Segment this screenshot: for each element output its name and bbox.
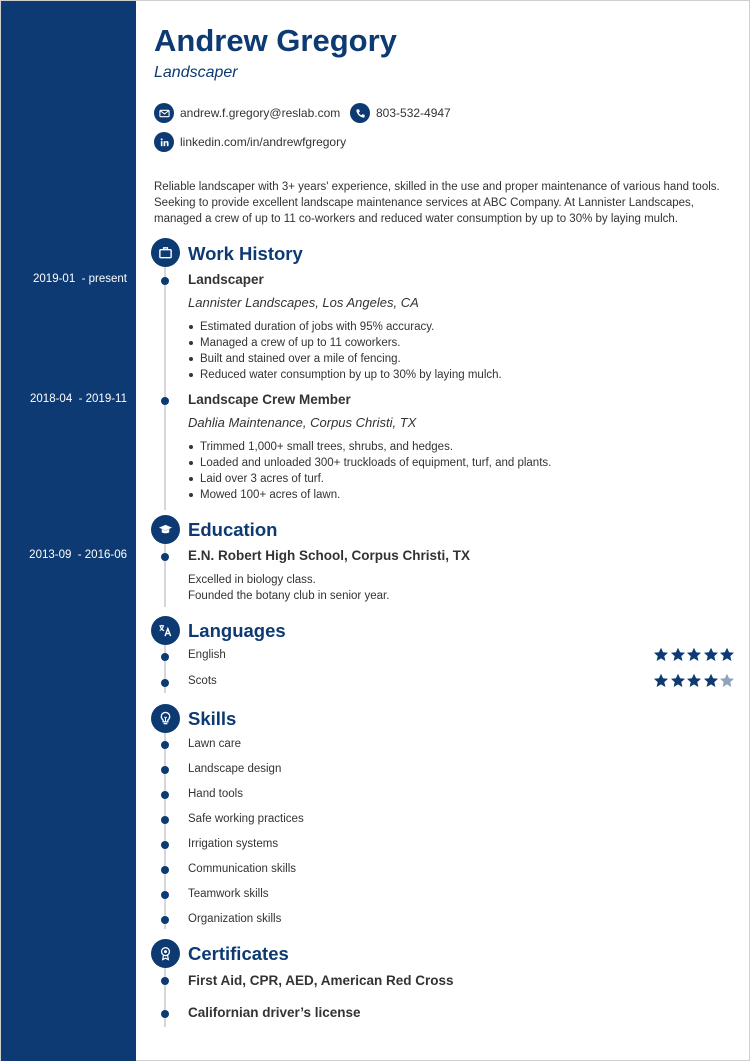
certificates-timeline: [164, 967, 166, 1027]
candidate-name: Andrew Gregory: [154, 23, 397, 58]
skill-item: Irrigation systems: [188, 838, 279, 850]
timeline-dot: [161, 741, 169, 749]
star-filled-icon: [670, 647, 686, 662]
star-filled-icon: [703, 647, 719, 662]
job-2-dates: 2018-04 - 2019-11: [30, 393, 127, 405]
linkedin-text[interactable]: linkedin.com/in/andrewfgregory: [180, 135, 347, 149]
lightbulb-icon: [151, 704, 180, 733]
star-filled-icon: [686, 673, 702, 688]
star-filled-icon: [686, 647, 702, 662]
list-item: Laid over 3 acres of turf.: [188, 471, 551, 487]
job-2-company: Dahlia Maintenance, Corpus Christi, TX: [188, 415, 417, 430]
star-filled-icon: [703, 673, 719, 688]
job-2-bullets: [188, 439, 551, 503]
phone-contact[interactable]: [350, 103, 451, 123]
education-line: Founded the botany club in senior year.: [188, 590, 390, 602]
profile-summary: Reliable landscaper with 3+ years' experience, skilled in the use and proper maintenance of various hand tools. Seeking to provide excellent landscape maintenance services at ABC Company. At Lannister Landscapes, managed a crew of up to 11 co-workers and reduced water consumption by up to 30% by laying mulch.: [154, 181, 720, 225]
list-item: Trimmed 1,000+ small trees, shrubs, and hedges.: [188, 439, 551, 455]
list-item: Estimated duration of jobs with 95% accuracy.: [188, 319, 502, 335]
certificates-heading: Certificates: [188, 943, 289, 964]
timeline-dot: [161, 891, 169, 899]
timeline-dot: [161, 766, 169, 774]
education-dates: 2013-09 - 2016-06: [29, 549, 127, 561]
briefcase-icon: [151, 238, 180, 267]
list-item: Loaded and unloaded 300+ truckloads of equipment, turf, and plants.: [188, 455, 551, 471]
candidate-title: Landscaper: [154, 64, 238, 81]
timeline-dot: [161, 791, 169, 799]
skill-item: Safe working practices: [188, 813, 304, 825]
skill-item: Hand tools: [188, 788, 243, 800]
timeline-dot: [161, 397, 169, 405]
language-rating: [653, 647, 736, 662]
star-filled-icon: [670, 673, 686, 688]
timeline-dot: [161, 653, 169, 661]
graduation-cap-icon: [151, 515, 180, 544]
sidebar-band: [1, 1, 136, 1061]
education-school: E.N. Robert High School, Corpus Christi, TX: [188, 548, 471, 563]
timeline-dot: [161, 866, 169, 874]
list-item: Managed a crew of up to 11 coworkers.: [188, 335, 502, 351]
education-timeline: [164, 542, 166, 607]
job-1-title: Landscaper: [188, 272, 264, 287]
linkedin-contact[interactable]: [154, 132, 346, 152]
timeline-dot: [161, 1010, 169, 1018]
skill-item: Organization skills: [188, 913, 282, 925]
languages-heading: Languages: [188, 620, 286, 641]
skill-item: Lawn care: [188, 738, 242, 750]
job-1-company: Lannister Landscapes, Los Angeles, CA: [188, 295, 419, 310]
timeline-dot: [161, 553, 169, 561]
certificate-item: Californian driver’s license: [188, 1005, 361, 1020]
certificate-item: First Aid, CPR, AED, American Red Cross: [188, 973, 454, 988]
star-filled-icon: [653, 647, 669, 662]
skills-timeline: [164, 731, 166, 929]
timeline-dot: [161, 977, 169, 985]
language-name: English: [188, 649, 226, 661]
language-name: Scots: [188, 675, 217, 687]
certificate-icon: [151, 939, 180, 968]
email-text[interactable]: andrew.f.gregory@reslab.com: [180, 106, 341, 120]
email-icon: [154, 103, 174, 123]
skills-heading: Skills: [188, 708, 237, 729]
phone-icon: [350, 103, 370, 123]
list-item: Reduced water consumption by up to 30% by laying mulch.: [188, 367, 502, 383]
education-heading: Education: [188, 519, 278, 540]
skill-item: Communication skills: [188, 863, 297, 875]
job-2-title: Landscape Crew Member: [188, 392, 351, 407]
timeline-dot: [161, 841, 169, 849]
translate-icon: [151, 616, 180, 645]
phone-text[interactable]: 803-532-4947: [376, 106, 451, 120]
job-1-dates: 2019-01 - present: [33, 273, 127, 285]
timeline-dot: [161, 816, 169, 824]
skill-item: Landscape design: [188, 763, 282, 775]
list-item: Built and stained over a mile of fencing.: [188, 351, 502, 367]
work-timeline: [164, 267, 166, 510]
star-filled-icon: [653, 673, 669, 688]
timeline-dot: [161, 916, 169, 924]
timeline-dot: [161, 679, 169, 687]
skill-item: Teamwork skills: [188, 888, 269, 900]
list-item: Mowed 100+ acres of lawn.: [188, 487, 551, 503]
star-empty-icon: [719, 673, 735, 688]
timeline-dot: [161, 277, 169, 285]
email-contact[interactable]: [154, 103, 340, 123]
job-1-bullets: [188, 319, 502, 383]
work-history-heading: Work History: [188, 243, 303, 264]
linkedin-icon: [154, 132, 174, 152]
language-rating: [653, 673, 736, 688]
star-filled-icon: [719, 647, 735, 662]
education-line: Excelled in biology class.: [188, 574, 316, 586]
